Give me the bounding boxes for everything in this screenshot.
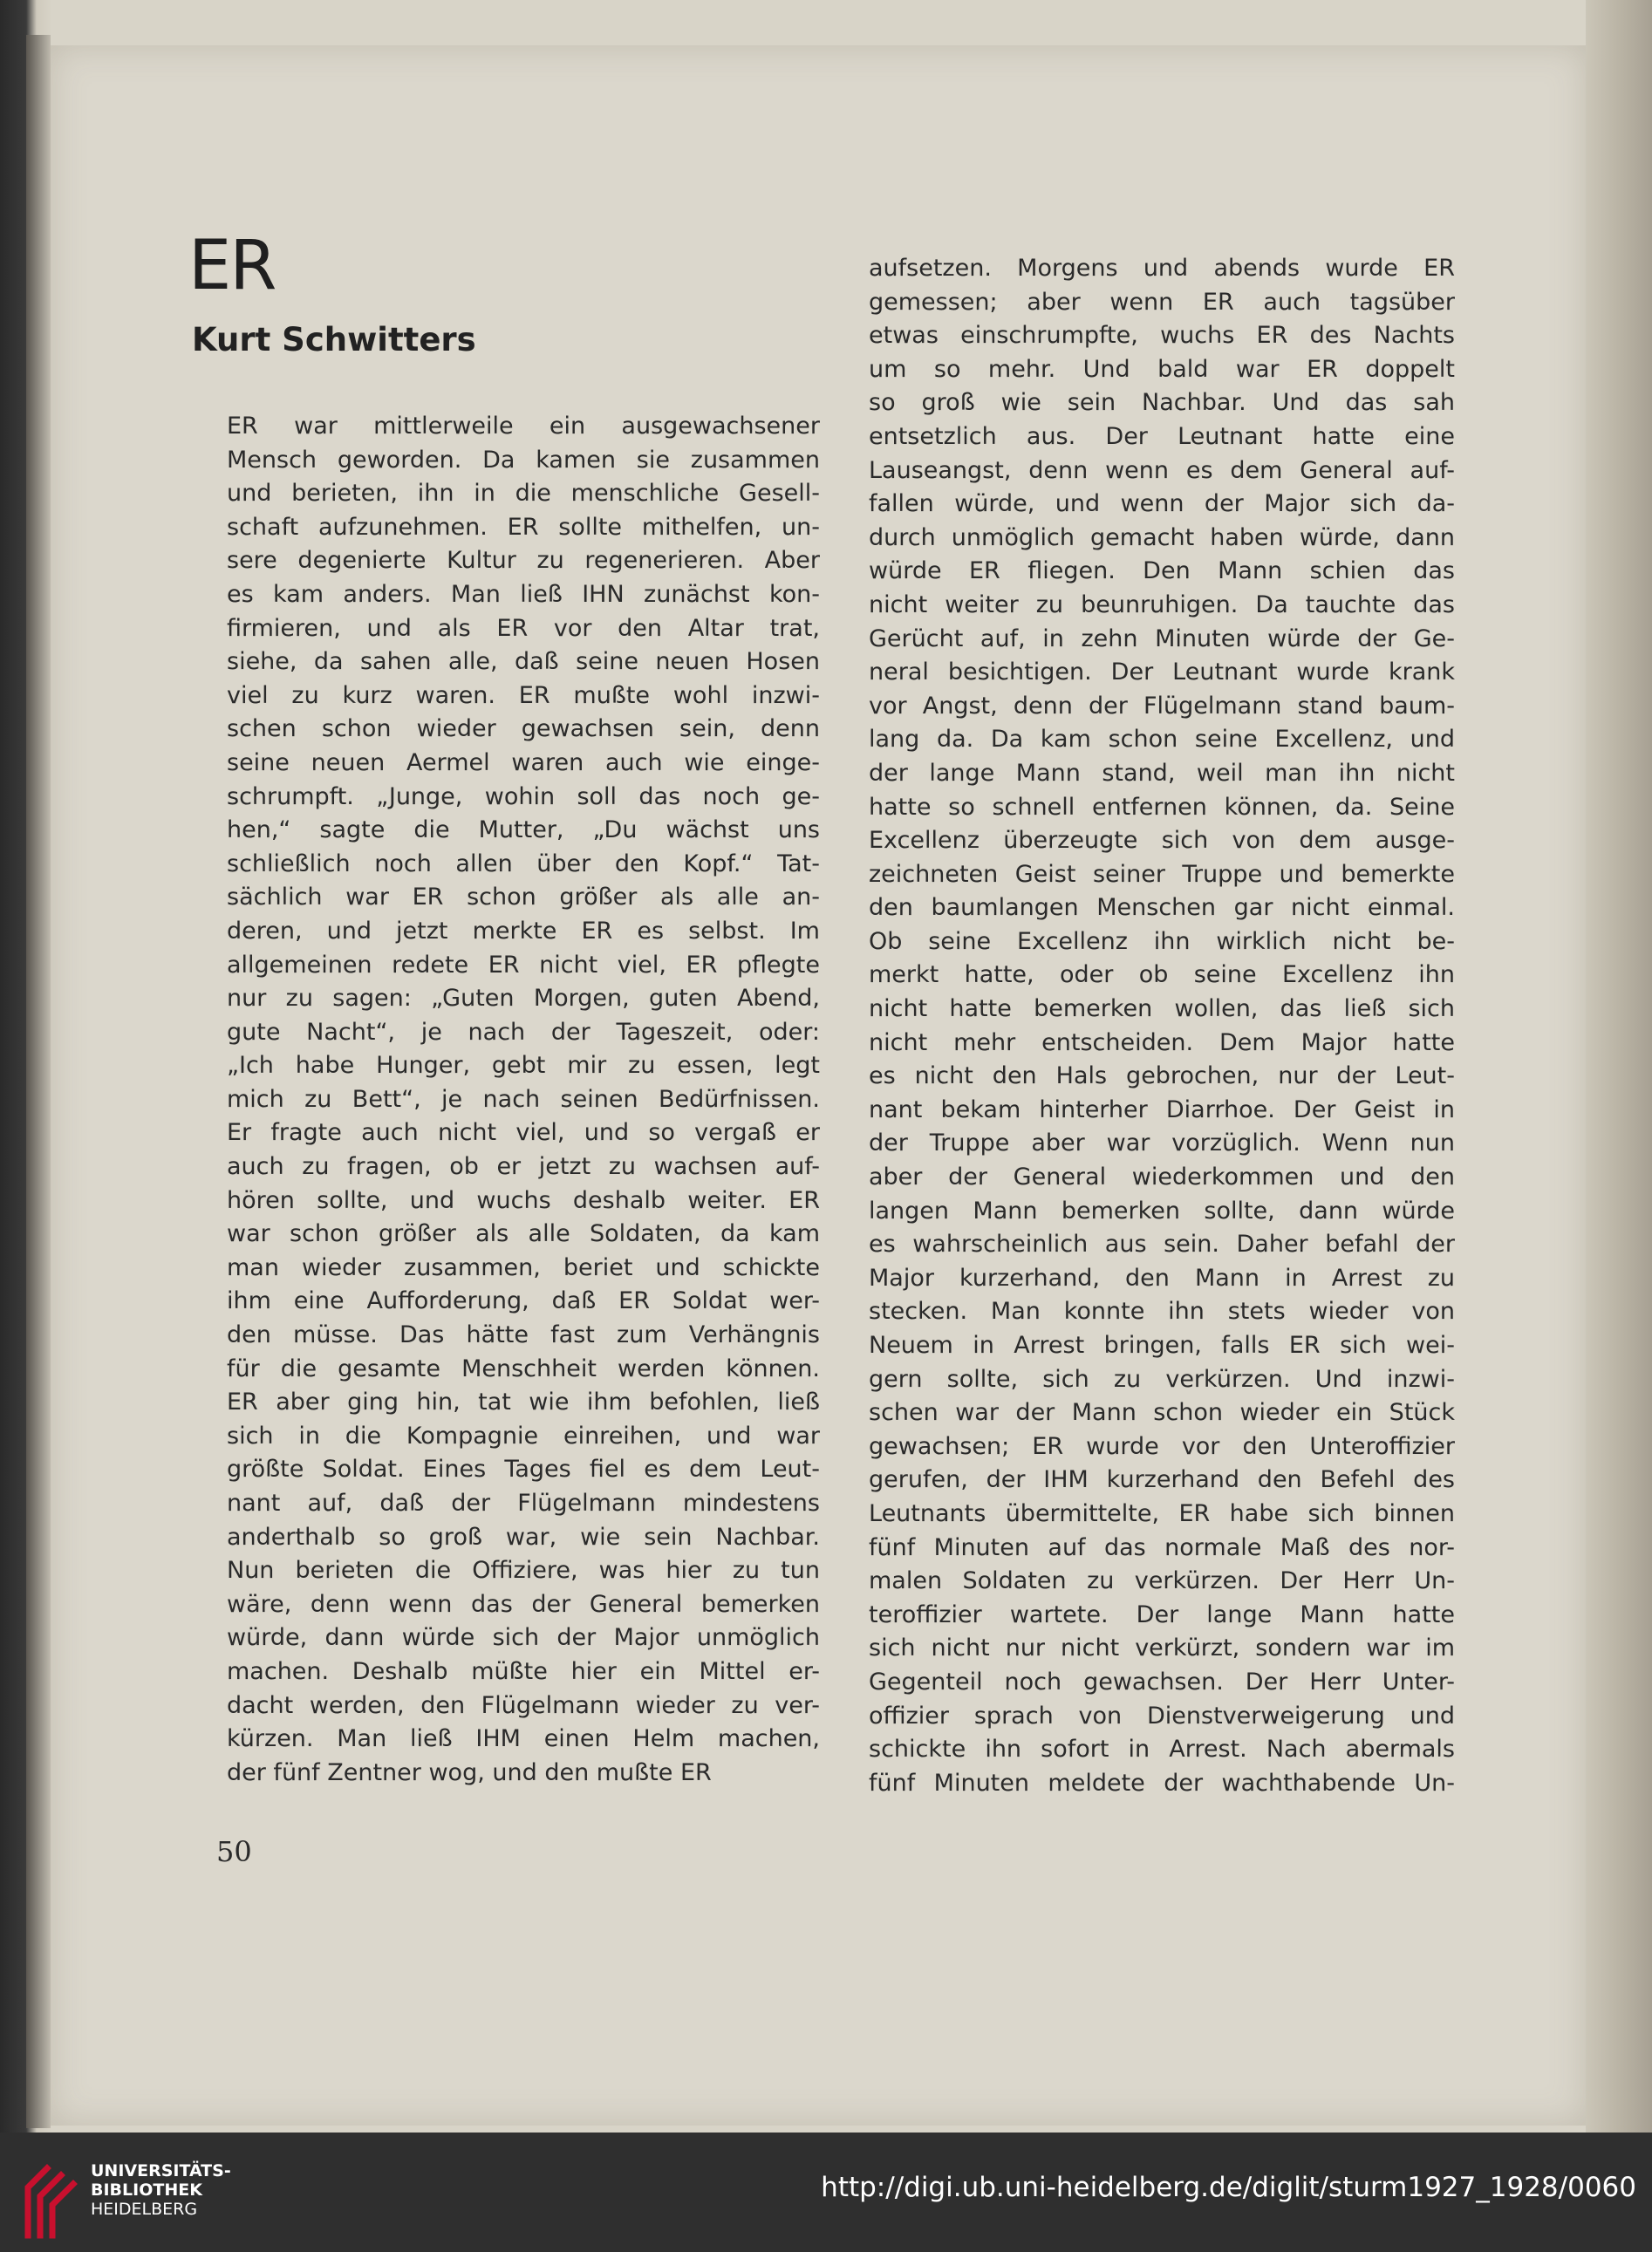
text-line: ihm eine Aufforderung, daß ER Soldat wer-: [227, 1287, 820, 1315]
text-line: Major kurzerhand, den Mann in Arrest zu: [869, 1264, 1455, 1292]
text-line: durch unmöglich gemacht haben würde, dann: [869, 523, 1455, 551]
text-line: neral besichtigen. Der Leutnant wurde krank: [869, 659, 1455, 686]
text-line: aber der General wiederkommen und den: [869, 1164, 1455, 1191]
text-line: es kam anders. Man ließ IHN zunächst kon-: [227, 580, 820, 608]
text-line: sere degenierte Kultur zu regenerieren. Aber: [227, 547, 820, 575]
text-line: nant bekam hinterher Diarrhoe. Der Geist in: [869, 1095, 1455, 1123]
text-line: ER aber ging hin, tat wie ihm befohlen, ließ: [227, 1389, 820, 1416]
text-line: man wieder zusammen, beriet und schickte: [227, 1253, 820, 1281]
text-line: um so mehr. Und bald war ER doppelt: [869, 355, 1455, 383]
text-line: schickte ihn sofort in Arrest. Nach abermals: [869, 1736, 1455, 1764]
text-line: deren, und jetzt merkte ER es selbst. Im: [227, 917, 820, 945]
library-name: [91, 2161, 231, 2219]
text-line: vor Angst, denn der Flügelmann stand baum-: [869, 692, 1455, 720]
text-line: gute Nacht“, je nach der Tageszeit, oder:: [227, 1018, 820, 1046]
text-line: nicht hatte bemerken wollen, das ließ sich: [869, 995, 1455, 1023]
text-line: es wahrscheinlich aus sein. Daher befahl der: [869, 1231, 1455, 1259]
text-line: siehe, da sahen alle, daß seine neuen Hosen: [227, 648, 820, 676]
text-line: teroffizier wartete. Der lange Mann hatte: [869, 1600, 1455, 1628]
text-line: ER war mittlerweile ein ausgewachsener: [227, 413, 820, 440]
text-line: auch zu fragen, ob er jetzt zu wachsen auf-: [227, 1153, 820, 1181]
text-line: machen. Deshalb müßte hier ein Mittel er-: [227, 1657, 820, 1685]
text-line: firmieren, und als ER vor den Altar trat,: [227, 614, 820, 642]
text-line: offizier sprach von Dienstverweigerung und: [869, 1702, 1455, 1730]
text-line: malen Soldaten zu verkürzen. Der Herr Un-: [869, 1567, 1455, 1595]
text-line: Leutnants übermittelte, ER habe sich binnen: [869, 1499, 1455, 1527]
text-line: „Ich habe Hunger, gebt mir zu essen, legt: [227, 1052, 820, 1080]
text-line: Er fragte auch nicht viel, und so vergaß er: [227, 1119, 820, 1147]
text-line: Gegenteil noch gewachsen. Der Herr Unter-: [869, 1668, 1455, 1696]
text-line: Lauseangst, denn wenn es dem General auf-: [869, 456, 1455, 484]
text-line: gern sollte, sich zu verkürzen. Und inzwi-: [869, 1365, 1455, 1393]
text-line: den baumlangen Menschen gar nicht einmal.: [869, 894, 1455, 922]
library-name-line1: UNIVERSITÄTS-: [91, 2161, 231, 2180]
text-line: gemessen; aber wenn ER auch tagsüber: [869, 288, 1455, 316]
text-line: und berieten, ihn in die menschliche Gesell-: [227, 480, 820, 508]
text-line: sich nicht nur nicht verkürzt, sondern war im: [869, 1634, 1455, 1662]
text-line: mich zu Bett“, je nach seinen Bedürfnissen.: [227, 1085, 820, 1113]
text-line: Nun berieten die Offiziere, was hier zu tun: [227, 1557, 820, 1585]
book-binding: [26, 35, 51, 2128]
text-line: es nicht den Hals gebrochen, nur der Leut-: [869, 1062, 1455, 1090]
text-line: hen,“ sagte die Mutter, „Du wächst uns: [227, 816, 820, 844]
text-line: gerufen, der IHM kurzerhand den Befehl des: [869, 1466, 1455, 1494]
text-column-right: [869, 252, 1455, 1800]
text-line: langen Mann bemerken sollte, dann würde: [869, 1197, 1455, 1225]
text-line: zeichneten Geist seiner Truppe und bemerkte: [869, 860, 1455, 888]
text-line: Ob seine Excellenz ihn wirklich nicht be-: [869, 927, 1455, 955]
text-line: gewachsen; ER wurde vor den Unteroffizier: [869, 1432, 1455, 1460]
text-line: viel zu kurz waren. ER mußte wohl inzwi-: [227, 681, 820, 709]
text-line: war schon größer als alle Soldaten, da kam: [227, 1220, 820, 1248]
text-line: Neuem in Arrest bringen, falls ER sich wei-: [869, 1332, 1455, 1359]
text-line: wäre, denn wenn das der General bemerken: [227, 1590, 820, 1618]
text-line: merkt hatte, oder ob seine Excellenz ihn: [869, 961, 1455, 989]
text-line: anderthalb so groß war, wie sein Nachbar.: [227, 1523, 820, 1551]
text-line: Mensch geworden. Da kamen sie zusammen: [227, 446, 820, 474]
text-line: der lange Mann stand, weil man ihn nicht: [869, 759, 1455, 787]
text-line: fünf Minuten auf das normale Maß des nor-: [869, 1533, 1455, 1561]
article-author: Kurt Schwitters: [192, 321, 476, 358]
article-title: ER: [188, 227, 276, 305]
text-line: schen war der Mann schon wieder ein Stück: [869, 1399, 1455, 1427]
text-line: dacht werden, den Flügelmann wieder zu ver-: [227, 1691, 820, 1719]
text-line: aufsetzen. Morgens und abends wurde ER: [869, 255, 1455, 282]
text-line: schrumpft. „Junge, wohin soll das noch ge-: [227, 782, 820, 810]
text-line: fünf Minuten meldete der wachthabende Un-: [869, 1769, 1455, 1797]
next-page-edge: [1586, 0, 1652, 2133]
text-line: der Truppe aber war vorzüglich. Wenn nun: [869, 1129, 1455, 1157]
text-line: Gerücht auf, in zehn Minuten würde der Ge-: [869, 624, 1455, 652]
text-line: hören sollte, und wuchs deshalb weiter. ER: [227, 1186, 820, 1214]
text-line: seine neuen Aermel waren auch wie einge-: [227, 748, 820, 776]
text-line: Excellenz überzeugte sich von dem ausge-: [869, 827, 1455, 855]
text-column-left: [227, 410, 820, 1790]
permalink-url[interactable]: http://digi.ub.uni-heidelberg.de/diglit/sturm1927_1928/0060: [821, 2172, 1636, 2203]
text-line: so groß wie sein Nachbar. Und das sah: [869, 389, 1455, 417]
text-line: schließlich noch allen über den Kopf.“ Tat-: [227, 850, 820, 877]
text-line: würde ER fliegen. Den Mann schien das: [869, 557, 1455, 585]
library-name-line2: BIBLIOTHEK: [91, 2180, 202, 2200]
library-name-line3: HEIDELBERG: [91, 2200, 198, 2219]
text-line: nur zu sagen: „Guten Morgen, guten Abend,: [227, 985, 820, 1013]
text-line: schaft aufzunehmen. ER sollte mithelfen, un-: [227, 513, 820, 541]
text-line: hatte so schnell entfernen können, da. Seine: [869, 793, 1455, 821]
text-line: größte Soldat. Eines Tages fiel es dem Leut-: [227, 1456, 820, 1484]
text-line: nicht mehr entscheiden. Dem Major hatte: [869, 1028, 1455, 1056]
text-line: entsetzlich aus. Der Leutnant hatte eine: [869, 422, 1455, 450]
text-line: kürzen. Man ließ IHM einen Helm machen,: [227, 1725, 820, 1753]
text-line: etwas einschrumpfte, wuchs ER des Nachts: [869, 322, 1455, 350]
text-line: lang da. Da kam schon seine Excellenz, und: [869, 726, 1455, 754]
text-line: nicht weiter zu beunruhigen. Da tauchte das: [869, 590, 1455, 618]
text-line: der fünf Zentner wog, und den mußte ER: [227, 1758, 712, 1786]
text-line: den müsse. Das hätte fast zum Verhängnis: [227, 1321, 820, 1349]
text-line: nant auf, daß der Flügelmann mindestens: [227, 1490, 820, 1517]
text-line: allgemeinen redete ER nicht viel, ER pflegte: [227, 951, 820, 979]
text-line: würde, dann würde sich der Major unmöglich: [227, 1624, 820, 1652]
library-logo-icon: [21, 2153, 82, 2240]
text-line: sächlich war ER schon größer als alle an-: [227, 884, 820, 911]
page-number: 50: [216, 1835, 252, 1868]
text-line: schen schon wieder gewachsen sein, denn: [227, 715, 820, 743]
text-line: für die gesamte Menschheit werden können.: [227, 1355, 820, 1382]
text-line: fallen würde, und wenn der Major sich da-: [869, 490, 1455, 518]
text-line: stecken. Man konnte ihn stets wieder von: [869, 1298, 1455, 1326]
text-line: sich in die Kompagnie einreihen, und war: [227, 1422, 820, 1450]
